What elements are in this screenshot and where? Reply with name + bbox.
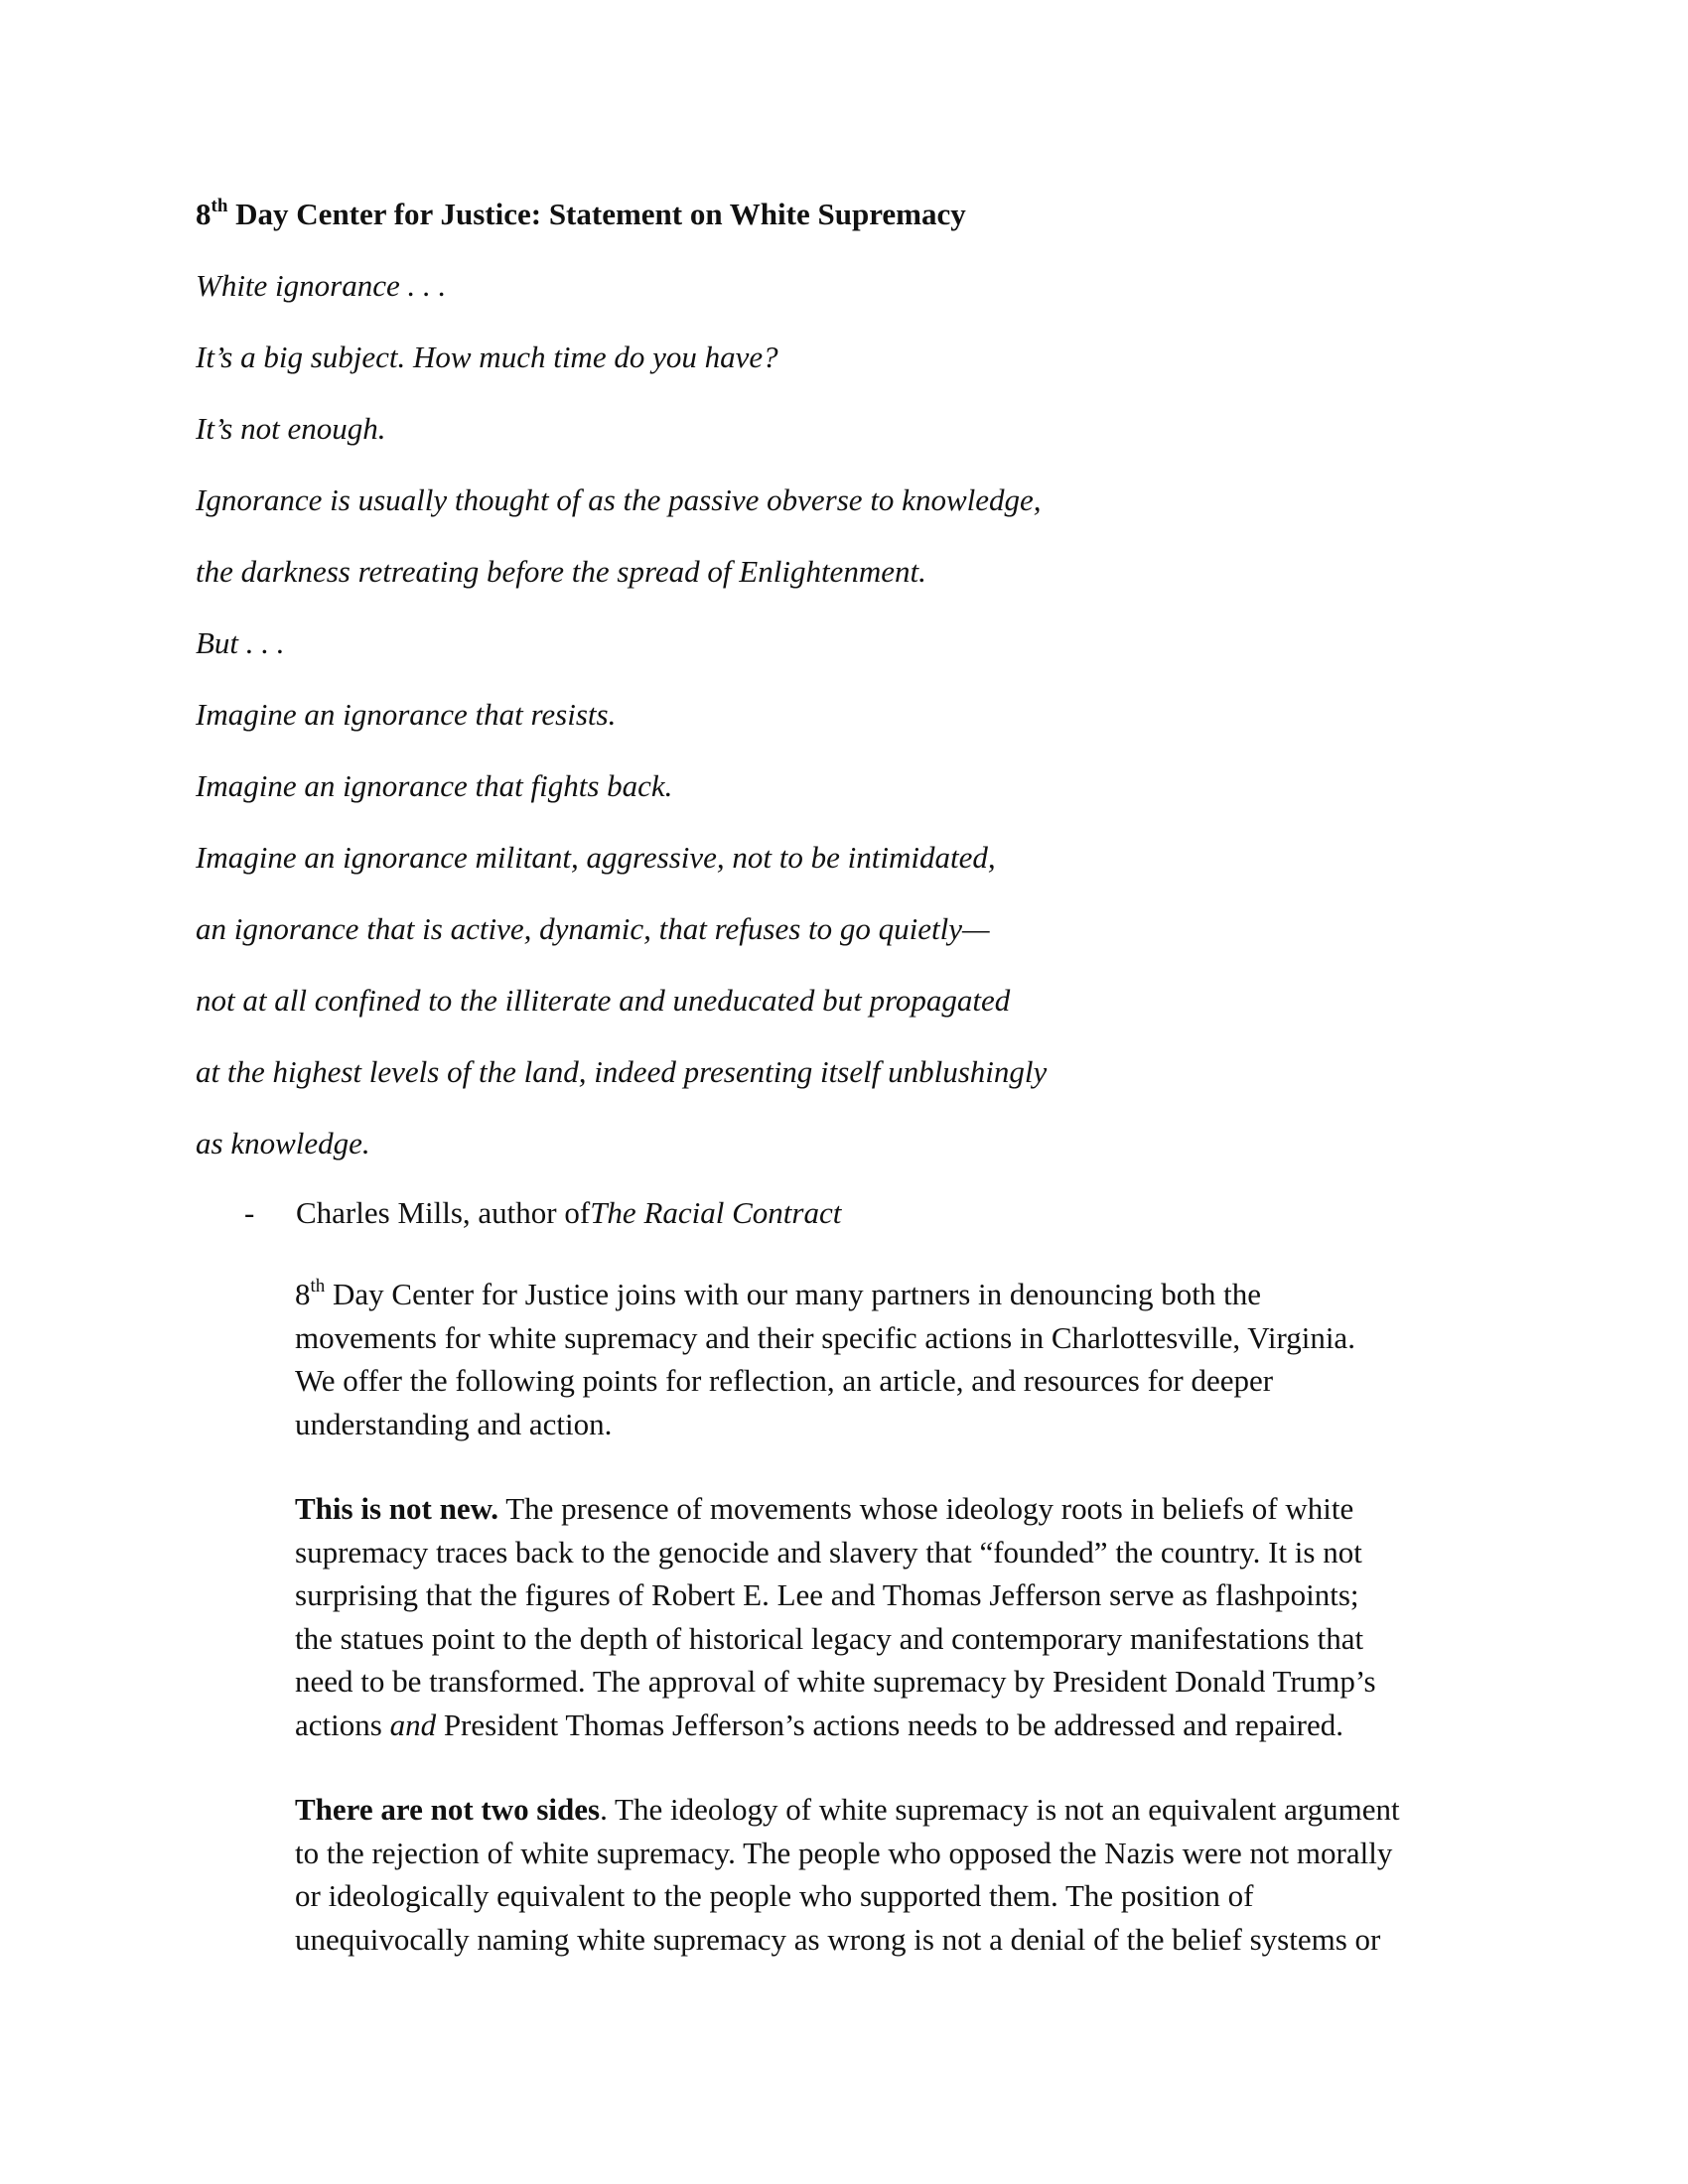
paragraph-text: We offer the following points for reflection, an article, and resources for deeper — [295, 1363, 1274, 1398]
paragraph-text: to the rejection of white supremacy. The people who opposed the Nazis were not morally — [295, 1835, 1393, 1870]
poem-line: It’s a big subject. How much time do you have? — [196, 340, 778, 374]
paragraph-text: or ideologically equivalent to the people who supported them. The position of — [295, 1878, 1254, 1913]
paragraph-text: actions — [295, 1706, 390, 1742]
statement-body — [295, 1273, 1516, 2002]
paragraph-text: unequivocally naming white supremacy as wrong is not a denial of the belief systems or — [295, 1921, 1381, 1957]
title-ordinal-suffix: th — [211, 195, 228, 216]
title-text: Day Center for Justice: Statement on White Supremacy — [227, 197, 966, 231]
intro-ordinal-suffix: th — [310, 1275, 326, 1297]
epigraph-attribution — [244, 1193, 841, 1233]
poem-line: an ignorance that is active, dynamic, that refuses to go quietly— — [196, 911, 990, 946]
poem-line: Ignorance is usually thought of as the passive obverse to knowledge, — [196, 482, 1042, 517]
point-heading: This is not new. — [295, 1491, 499, 1526]
attribution-dash: - — [244, 1195, 255, 1230]
paragraph-text: understanding and action. — [295, 1406, 613, 1441]
poem-line: White ignorance . . . — [196, 268, 447, 303]
paragraph-text: The presence of movements whose ideology roots in beliefs of white — [498, 1491, 1354, 1526]
attribution-book-title: The Racial Contract — [590, 1195, 842, 1230]
poem-line: Imagine an ignorance that resists. — [196, 697, 617, 732]
emphasis-text: and — [389, 1706, 437, 1742]
attribution-author: Charles Mills, author of — [296, 1195, 591, 1230]
title-ordinal: 8 — [196, 197, 211, 231]
poem-line: Imagine an ignorance militant, aggressive, not to be intimidated, — [196, 840, 996, 875]
poem-line: the darkness retreating before the spread of Enlightenment. — [196, 554, 926, 589]
paragraph-text: surprising that the figures of Robert E. Lee and Thomas Jefferson serve as flashpoints; — [295, 1577, 1359, 1612]
paragraph-text: President Thomas Jefferson’s actions needs to be addressed and repaired. — [436, 1706, 1344, 1742]
poem-line: Imagine an ignorance that fights back. — [196, 768, 673, 803]
poem-line: at the highest levels of the land, indeed presenting itself unblushingly — [196, 1054, 1048, 1089]
poem-line: not at all confined to the illiterate and uneducated but propagated — [196, 983, 1011, 1018]
poem-line: But . . . — [196, 625, 285, 660]
poem-line: It’s not enough. — [196, 411, 386, 446]
point-there-are-not-two-sides — [295, 1788, 1516, 1961]
paragraph-text: the statues point to the depth of historical legacy and contemporary manifestations that — [295, 1620, 1364, 1656]
point-heading: There are not two sides — [295, 1792, 601, 1827]
paragraph-text: need to be transformed. The approval of white supremacy by President Donald Trump’s — [295, 1664, 1376, 1699]
epigraph-poem — [196, 266, 1047, 1195]
poem-line: as knowledge. — [196, 1126, 370, 1160]
paragraph-text: movements for white supremacy and their specific actions in Charlottesville, Virginia. — [295, 1319, 1355, 1355]
point-this-is-not-new — [295, 1487, 1516, 1746]
page-title — [196, 195, 966, 234]
paragraph-text: supremacy traces back to the genocide and slavery that “founded” the country. It is not — [295, 1534, 1362, 1570]
paragraph-text: . The ideology of white supremacy is not an equivalent argument — [600, 1792, 1400, 1827]
intro-ordinal: 8 — [295, 1277, 311, 1311]
intro-paragraph — [295, 1273, 1516, 1445]
paragraph-text: Day Center for Justice joins with our many partners in denouncing both the — [325, 1277, 1261, 1311]
